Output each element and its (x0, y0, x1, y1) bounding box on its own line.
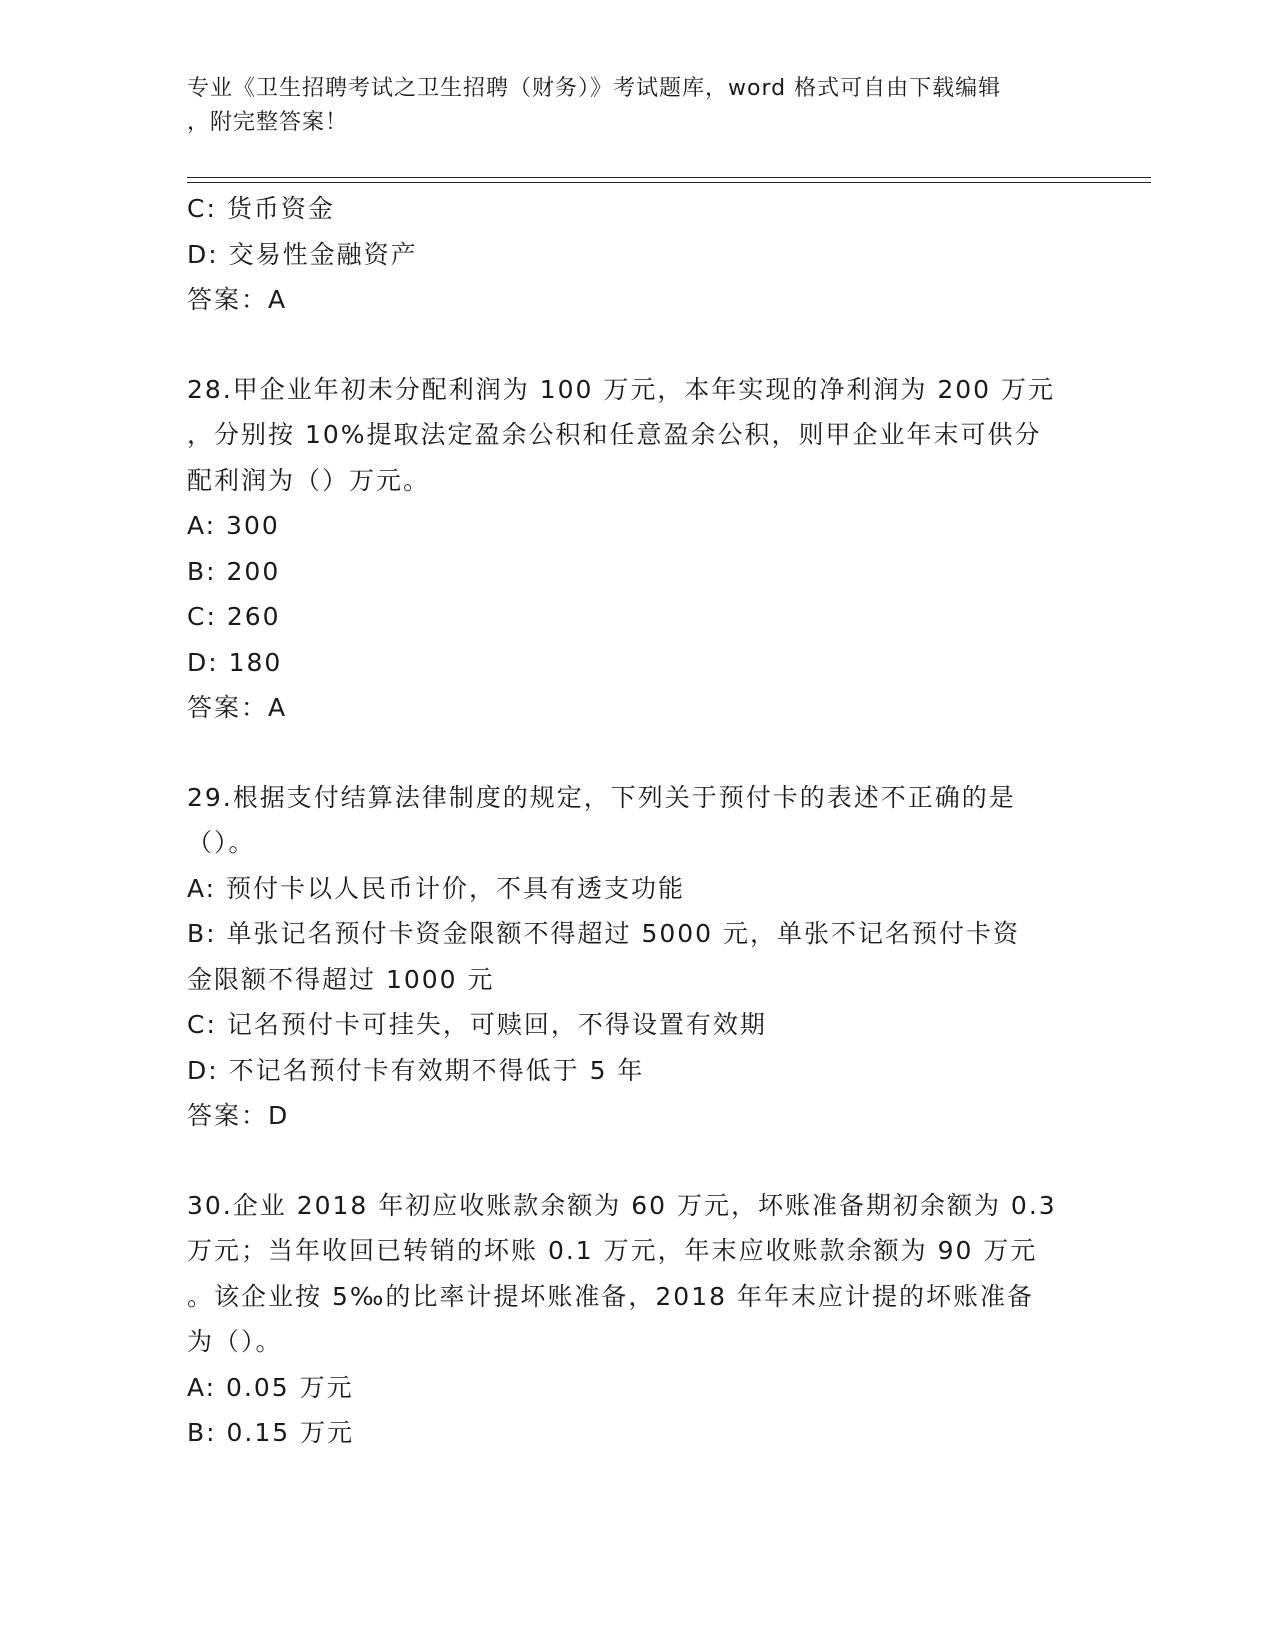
question-content (187, 186, 1087, 1456)
page-header (187, 72, 1087, 140)
header-line-1: 专业《卫生招聘考试之卫生招聘（财务）》考试题库，word 格式可自由下载编辑 (187, 76, 1002, 101)
option-a: A: 300 (187, 511, 280, 540)
header-divider-top (187, 177, 1151, 178)
option-c: C: 货币资金 (187, 194, 335, 223)
previous-question-tail (187, 186, 1087, 323)
option-b: B: 0.15 万元 (187, 1418, 355, 1447)
option-d: D: 交易性金融资产 (187, 239, 418, 269)
answer-line: 答案：A (187, 285, 288, 314)
option-c: C: 记名预付卡可挂失，可赎回，不得设置有效期 (187, 1010, 767, 1039)
question-30 (187, 1183, 1087, 1456)
spacer (187, 323, 1087, 367)
option-a: A: 预付卡以人民币计价，不具有透支功能 (187, 873, 686, 903)
question-29 (187, 775, 1087, 1139)
option-c: C: 260 (187, 602, 281, 631)
spacer (187, 731, 1087, 775)
question-text-line: 配利润为（）万元。 (187, 465, 431, 495)
option-d: D: 180 (187, 647, 283, 677)
option-b: B: 200 (187, 556, 281, 586)
question-28 (187, 367, 1087, 731)
question-text-line: 万元；当年收回已转销的坏账 0.1 万元，年末应收账款余额为 90 万元 (187, 1236, 1038, 1265)
answer-line: 答案：D (187, 1101, 290, 1130)
option-a: A: 0.05 万元 (187, 1372, 354, 1402)
question-text-line: 。该企业按 5‰的比率计提坏账准备，2018 年年末应计提的坏账准备 (187, 1281, 1034, 1311)
answer-line: 答案：A (187, 693, 288, 722)
option-d: D: 不记名预付卡有效期不得低于 5 年 (187, 1055, 645, 1085)
option-b: B: 单张记名预付卡资金限额不得超过 5000 元，单张不记名预付卡资 (187, 919, 1021, 948)
question-text-line: ，分别按 10%提取法定盈余公积和任意盈余公积，则甲企业年末可供分 (187, 420, 1042, 449)
spacer (187, 1139, 1087, 1183)
question-text-line: 为（）。 (187, 1327, 283, 1356)
option-b-continued: 金限额不得超过 1000 元 (187, 964, 495, 994)
header-line-2: ，附完整答案！ (187, 110, 349, 135)
header-divider-bottom (187, 182, 1151, 183)
question-text-line: （）。 (187, 828, 256, 857)
question-text-line: 30.企业 2018 年初应收账款余额为 60 万元，坏账准备期初余额为 0.3 (187, 1190, 1057, 1220)
question-text-line: 29.根据支付结算法律制度的规定，下列关于预付卡的表述不正确的是 (187, 782, 1016, 812)
question-text-line: 28.甲企业年初未分配利润为 100 万元，本年实现的净利润为 200 万元 (187, 374, 1055, 404)
